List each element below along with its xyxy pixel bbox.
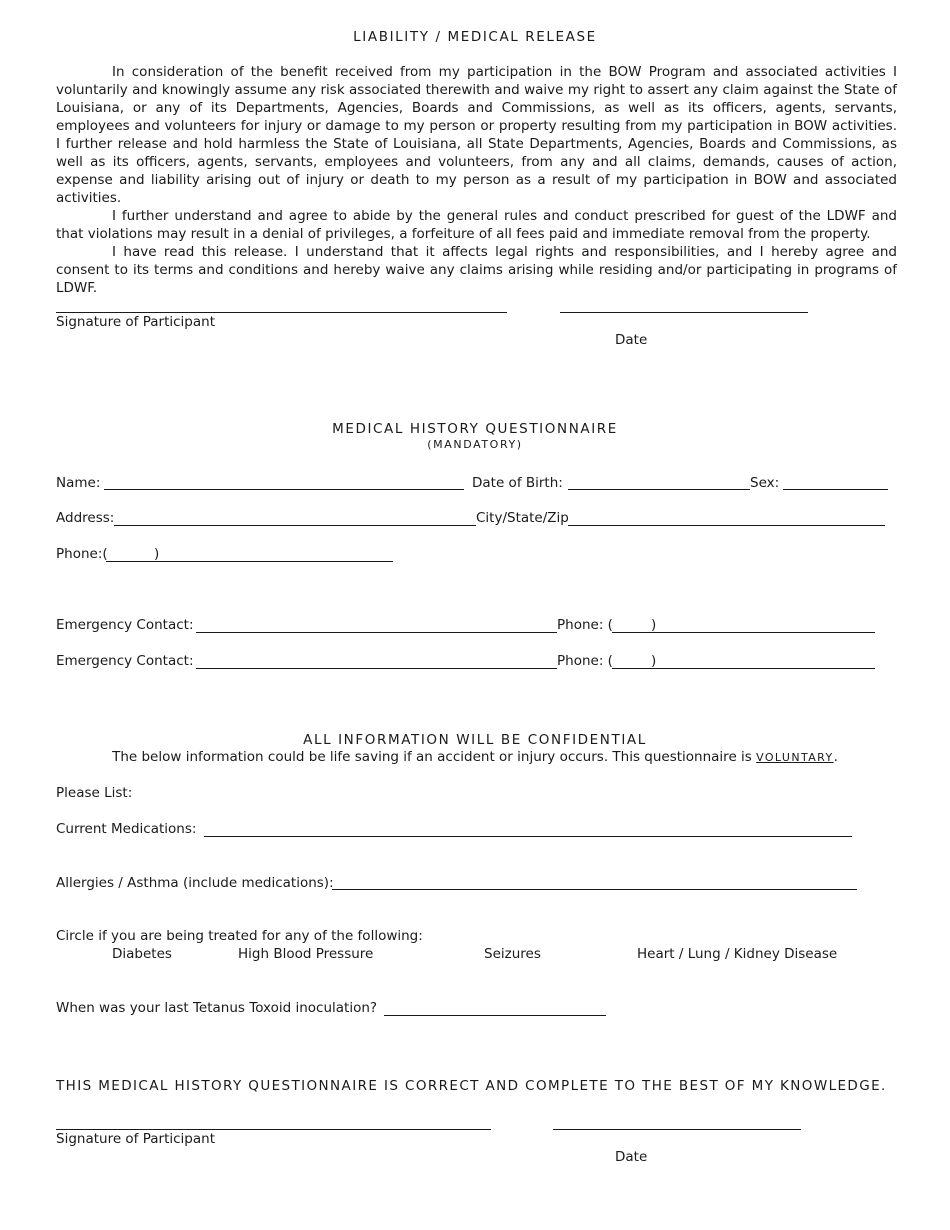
condition-seizures[interactable]: Seizures — [484, 946, 541, 962]
liability-signature-label: Signature of Participant — [56, 314, 215, 330]
liability-date-line[interactable] — [560, 312, 808, 313]
tetanus-field[interactable] — [384, 1015, 606, 1016]
city-state-zip-field[interactable] — [568, 525, 885, 526]
condition-diabetes[interactable]: Diabetes — [112, 946, 172, 962]
phone-close-paren: ) — [154, 546, 160, 562]
medical-title: MEDICAL HISTORY QUESTIONNAIRE — [332, 421, 618, 437]
address-field[interactable] — [114, 525, 476, 526]
liability-date-label: Date — [615, 332, 648, 348]
liability-signature-line[interactable] — [56, 312, 507, 313]
emergency-phone-close-paren: ) — [651, 617, 657, 633]
condition-heart-lung-kidney[interactable]: Heart / Lung / Kidney Disease — [637, 946, 838, 962]
dob-label: Date of Birth: — [472, 475, 563, 491]
dob-field[interactable] — [568, 489, 750, 490]
liability-paragraph: In consideration of the benefit received from my participation in the BOW Program and associated activities I voluntarily and knowingly assume any risk associated therewith and waive my right to assert any claim against the State of Louisiana, or any of its Departments, Agencies, Boards and Commissions, as well as its officers, agents, servants, employees and volunteers for injury or damage to my person or property resulting from my participation in BOW activities. I further release and hold harmless the State of Louisiana, all State Departments, Agencies, Boards and Commissions, as well as its officers, agents, servants, employees and volunteers, from any and all claims, demands, causes of action, expense and liability arising out of injury or death to my person as a result of my participation in BOW and associated activities. — [56, 64, 897, 206]
emergency-contact-label: Emergency Contact: — [56, 653, 194, 669]
medical-date-line[interactable] — [553, 1129, 801, 1130]
certification-statement: THIS MEDICAL HISTORY QUESTIONNAIRE IS CORRECT AND COMPLETE TO THE BEST OF MY KNOWLEDGE. — [56, 1078, 887, 1094]
address-label: Address: — [56, 510, 115, 526]
confidential-title: ALL INFORMATION WILL BE CONFIDENTIAL — [303, 732, 647, 748]
liability-paragraph: I have read this release. I understand that it affects legal rights and responsibilities, and I hereby agree and consent to its terms and conditions and hereby waive any claims arising while residing and/or participating in programs of LDWF. — [56, 244, 897, 296]
emergency-contact-field[interactable] — [196, 632, 557, 633]
emergency-phone-close-paren: ) — [651, 653, 657, 669]
voluntary-label: VOLUNTARY — [756, 751, 834, 764]
liability-body — [56, 63, 897, 297]
confidential-note — [0, 749, 950, 765]
phone-field[interactable] — [106, 561, 393, 562]
liability-title: LIABILITY / MEDICAL RELEASE — [353, 29, 597, 45]
circle-conditions-label: Circle if you are being treated for any of the following: — [56, 928, 423, 944]
allergies-label: Allergies / Asthma (include medications): — [56, 875, 334, 891]
emergency-phone-label: Phone: ( — [557, 617, 613, 633]
medical-signature-line[interactable] — [56, 1129, 491, 1130]
current-medications-field[interactable] — [204, 836, 852, 837]
medical-subtitle: (MANDATORY) — [427, 438, 523, 451]
condition-high-blood-pressure[interactable]: High Blood Pressure — [238, 946, 374, 962]
liability-paragraph: I further understand and agree to abide by the general rules and conduct prescribed for guest of the LDWF and that violations may result in a denial of privileges, a forfeiture of all fees paid and immediate removal from the property. — [56, 208, 897, 242]
current-medications-label: Current Medications: — [56, 821, 197, 837]
confidential-note-text: The below information could be life saving if an accident or injury occurs. This questionnaire is — [112, 749, 757, 765]
name-label: Name: — [56, 475, 101, 491]
emergency-contact-field[interactable] — [196, 668, 557, 669]
tetanus-label: When was your last Tetanus Toxoid inoculation? — [56, 1000, 378, 1016]
phone-label: Phone:( — [56, 546, 108, 562]
sex-label: Sex: — [750, 475, 780, 491]
sex-field[interactable] — [783, 489, 888, 490]
please-list-label: Please List: — [56, 785, 133, 801]
emergency-phone-label: Phone: ( — [557, 653, 613, 669]
city-state-zip-label: City/State/Zip — [476, 510, 569, 526]
medical-date-label: Date — [615, 1149, 648, 1165]
confidential-note-period: . — [833, 749, 838, 765]
emergency-contact-label: Emergency Contact: — [56, 617, 194, 633]
allergies-field[interactable] — [332, 889, 857, 890]
name-field[interactable] — [104, 489, 464, 490]
medical-signature-label: Signature of Participant — [56, 1131, 215, 1147]
